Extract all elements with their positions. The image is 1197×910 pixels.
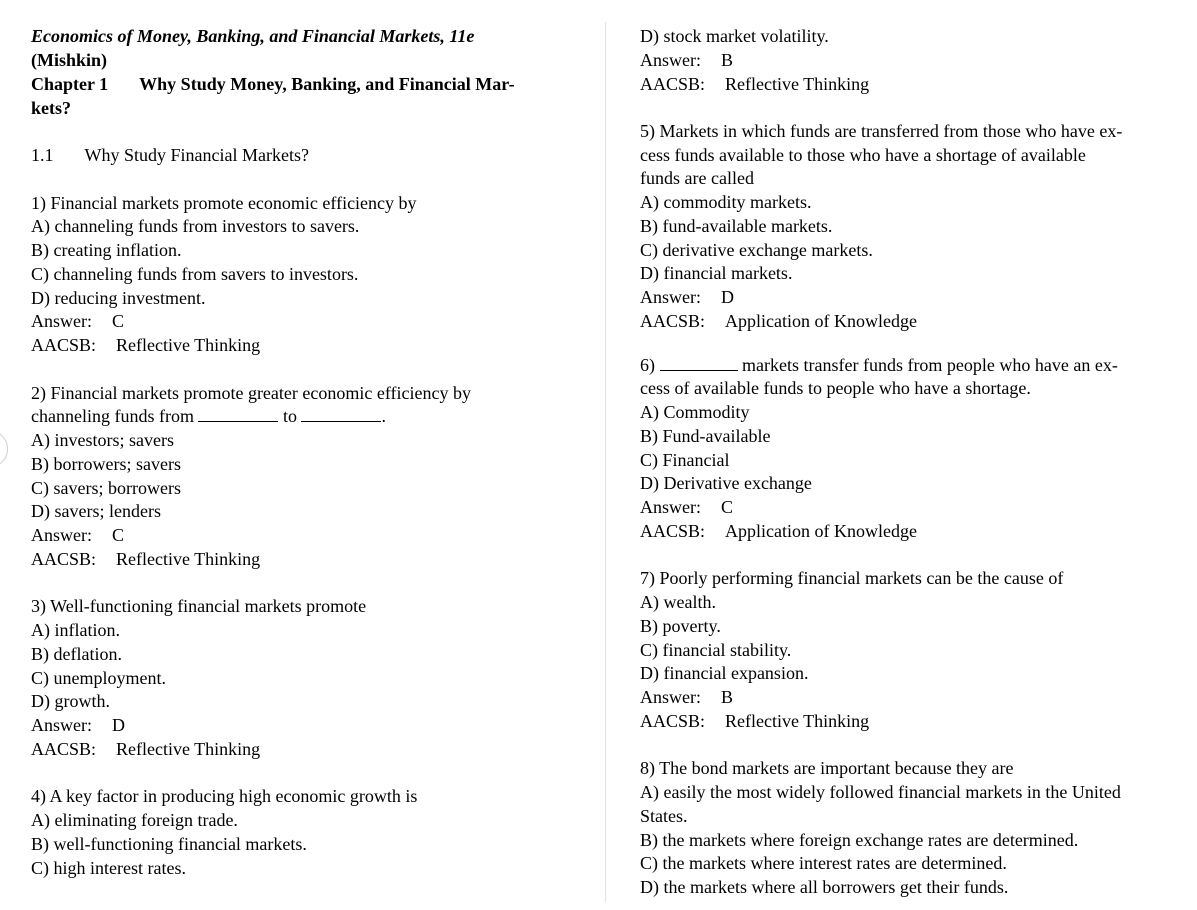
aacsb-label: AACSB:: [31, 549, 97, 569]
question-1-answer: [31, 309, 124, 333]
aacsb-value: Reflective Thinking: [725, 74, 870, 94]
question-1-option-c: C) channeling funds from savers to investors.: [31, 264, 359, 284]
question-7-option-b: B) poverty.: [640, 616, 721, 636]
answer-label: Answer:: [31, 311, 92, 331]
aacsb-value: Reflective Thinking: [116, 739, 261, 759]
chapter-title-line-1: Why Study Money, Banking, and Financial Mar-: [139, 74, 515, 94]
question-1-option-d: D) reducing investment.: [31, 288, 206, 308]
question-4-answer: [640, 48, 733, 72]
question-4-option-a: A) eliminating foreign trade.: [31, 810, 238, 830]
answer-label: Answer:: [31, 525, 92, 545]
question-3-option-a: A) inflation.: [31, 620, 120, 640]
column-divider: [605, 22, 606, 902]
stem-text: 6): [640, 355, 655, 375]
author: (Mishkin): [31, 50, 108, 70]
question-5-stem: 5) Markets in which funds are transferred from those who have ex-: [640, 121, 1123, 141]
question-7-stem: 7) Poorly performing financial markets can be the cause of: [640, 568, 1064, 588]
question-3-option-c: C) unemployment.: [31, 668, 166, 688]
answer-value: D: [721, 287, 734, 307]
question-5-option-a: A) commodity markets.: [640, 192, 812, 212]
question-7-answer: [640, 685, 733, 709]
section-title: Why Study Financial Markets?: [84, 145, 309, 165]
answer-label: Answer:: [31, 715, 92, 735]
book-title: Economics of Money, Banking, and Financial Markets, 11e: [31, 26, 475, 46]
page-edge-marker: [0, 430, 8, 468]
section-heading: [31, 143, 309, 167]
question-1-stem: 1) Financial markets promote economic efficiency by: [31, 193, 417, 213]
question-7-option-d: D) financial expansion.: [640, 663, 809, 683]
chapter-label: Chapter 1: [31, 74, 109, 94]
question-5-option-b: B) fund-available markets.: [640, 216, 833, 236]
question-5-stem-line-2: cess funds available to those who have a shortage of available: [640, 145, 1086, 165]
question-1-option-a: A) channeling funds from investors to savers.: [31, 216, 360, 236]
aacsb-label: AACSB:: [640, 311, 706, 331]
answer-value: B: [721, 687, 734, 707]
question-5-option-d: D) financial markets.: [640, 263, 793, 283]
answer-value: C: [112, 525, 125, 545]
stem-text: .: [381, 406, 386, 426]
question-6-answer: [640, 495, 733, 519]
question-6-option-c: C) Financial: [640, 450, 730, 470]
question-8-stem: 8) The bond markets are important because they are: [640, 758, 1014, 778]
question-2-answer: [31, 523, 124, 547]
fill-blank: [301, 405, 381, 422]
question-3-aacsb: [31, 737, 260, 761]
aacsb-label: AACSB:: [640, 521, 706, 541]
stem-text: channeling funds from: [31, 406, 194, 426]
answer-label: Answer:: [640, 687, 701, 707]
chapter-title-line-2: kets?: [31, 98, 71, 118]
question-4-option-b: B) well-functioning financial markets.: [31, 834, 307, 854]
fill-blank: [198, 405, 278, 422]
question-5-stem-line-3: funds are called: [640, 168, 754, 188]
aacsb-label: AACSB:: [31, 335, 97, 355]
answer-label: Answer:: [640, 287, 701, 307]
question-8-option-a: A) easily the most widely followed financial markets in the United: [640, 782, 1121, 802]
question-7-option-c: C) financial stability.: [640, 640, 792, 660]
question-2-stem: 2) Financial markets promote greater economic efficiency by: [31, 383, 471, 403]
question-2-stem-line-2: [31, 404, 386, 428]
question-2-aacsb: [31, 547, 260, 571]
question-6-option-a: A) Commodity: [640, 402, 750, 422]
question-6-stem-line-2: cess of available funds to people who have a shortage.: [640, 378, 1031, 398]
question-5-aacsb: [640, 309, 917, 333]
question-8-option-d: D) the markets where all borrowers get their funds.: [640, 877, 1009, 897]
question-5-answer: [640, 285, 734, 309]
question-7-option-a: A) wealth.: [640, 592, 716, 612]
aacsb-label: AACSB:: [640, 74, 706, 94]
section-number: 1.1: [31, 145, 54, 165]
chapter-heading: [31, 72, 515, 96]
aacsb-label: AACSB:: [31, 739, 97, 759]
aacsb-value: Application of Knowledge: [725, 521, 917, 541]
question-3-option-b: B) deflation.: [31, 644, 122, 664]
aacsb-value: Application of Knowledge: [725, 311, 917, 331]
question-2-option-d: D) savers; lenders: [31, 501, 161, 521]
answer-value: D: [112, 715, 125, 735]
question-8-option-c: C) the markets where interest rates are determined.: [640, 853, 1007, 873]
question-5-option-c: C) derivative exchange markets.: [640, 240, 873, 260]
answer-label: Answer:: [640, 50, 701, 70]
question-4-aacsb: [640, 72, 869, 96]
question-6-option-d: D) Derivative exchange: [640, 473, 812, 493]
question-2-option-b: B) borrowers; savers: [31, 454, 181, 474]
question-2-option-c: C) savers; borrowers: [31, 478, 181, 498]
stem-text: markets transfer funds from people who have an ex-: [742, 355, 1118, 375]
question-3-option-d: D) growth.: [31, 691, 110, 711]
answer-label: Answer:: [640, 497, 701, 517]
aacsb-value: Reflective Thinking: [116, 549, 261, 569]
question-8-option-b: B) the markets where foreign exchange rates are determined.: [640, 830, 1079, 850]
question-7-aacsb: [640, 709, 869, 733]
fill-blank: [660, 354, 738, 371]
answer-value: C: [721, 497, 734, 517]
stem-text: to: [282, 406, 297, 426]
aacsb-value: Reflective Thinking: [116, 335, 261, 355]
question-6-option-b: B) Fund-available: [640, 426, 771, 446]
question-6-aacsb: [640, 519, 917, 543]
question-4-option-d: D) stock market volatility.: [640, 26, 829, 46]
question-2-option-a: A) investors; savers: [31, 430, 174, 450]
question-1-aacsb: [31, 333, 260, 357]
aacsb-value: Reflective Thinking: [725, 711, 870, 731]
question-4-option-c: C) high interest rates.: [31, 858, 186, 878]
answer-value: B: [721, 50, 734, 70]
question-8-option-a-cont: States.: [640, 806, 688, 826]
question-1-option-b: B) creating inflation.: [31, 240, 182, 260]
question-3-answer: [31, 713, 125, 737]
question-3-stem: 3) Well-functioning financial markets promote: [31, 596, 367, 616]
question-4-stem: 4) A key factor in producing high economic growth is: [31, 786, 418, 806]
question-6-stem: [640, 353, 1118, 377]
aacsb-label: AACSB:: [640, 711, 706, 731]
answer-value: C: [112, 311, 125, 331]
